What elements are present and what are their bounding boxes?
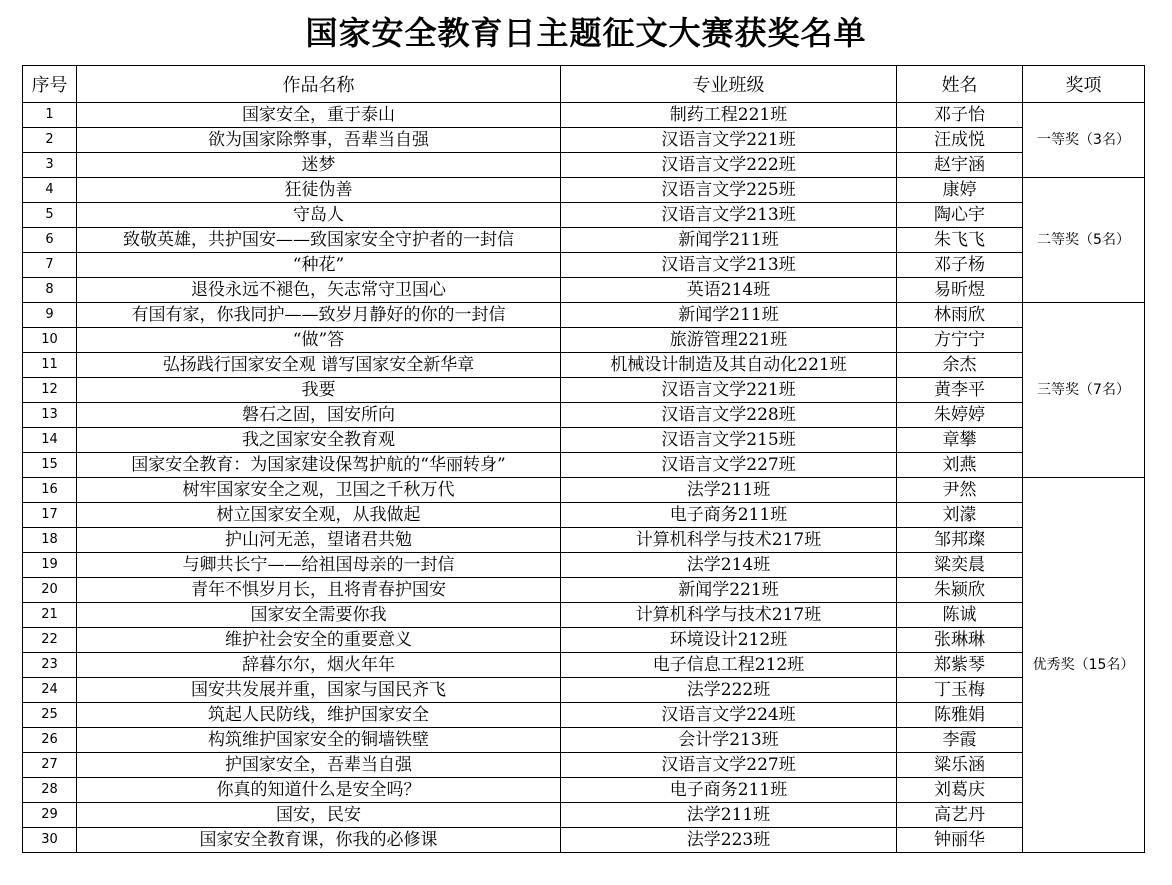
cell-work: “种花” <box>77 253 561 278</box>
cell-no: 29 <box>23 803 77 828</box>
cell-work: 国家安全需要你我 <box>77 603 561 628</box>
cell-work: 磐石之固，国安所向 <box>77 403 561 428</box>
cell-class: 汉语言文学227班 <box>561 453 897 478</box>
cell-name: 章攀 <box>897 428 1023 453</box>
cell-no: 23 <box>23 653 77 678</box>
table-row <box>23 478 1145 503</box>
table-body <box>23 103 1145 853</box>
cell-class: 汉语言文学227班 <box>561 753 897 778</box>
cell-class: 法学214班 <box>561 553 897 578</box>
cell-name: 邓子怡 <box>897 103 1023 128</box>
cell-name: 朱颍欣 <box>897 578 1023 603</box>
cell-class: 电子商务211班 <box>561 778 897 803</box>
cell-no: 4 <box>23 178 77 203</box>
cell-name: 朱婷婷 <box>897 403 1023 428</box>
cell-class: 英语214班 <box>561 278 897 303</box>
table-row <box>23 503 1145 528</box>
cell-work: 筑起人民防线，维护国家安全 <box>77 703 561 728</box>
cell-name: 高艺丹 <box>897 803 1023 828</box>
cell-name: 朱飞飞 <box>897 228 1023 253</box>
cell-name: 林雨欣 <box>897 303 1023 328</box>
table-row <box>23 653 1145 678</box>
cell-class: 汉语言文学225班 <box>561 178 897 203</box>
cell-work: 迷梦 <box>77 153 561 178</box>
cell-award: 三等奖（7名） <box>1023 303 1145 478</box>
cell-no: 8 <box>23 278 77 303</box>
cell-class: 法学222班 <box>561 678 897 703</box>
cell-name: 余杰 <box>897 353 1023 378</box>
header-row <box>23 66 1145 103</box>
table-row <box>23 378 1145 403</box>
cell-no: 28 <box>23 778 77 803</box>
cell-no: 7 <box>23 253 77 278</box>
table-row <box>23 553 1145 578</box>
cell-no: 2 <box>23 128 77 153</box>
cell-name: 康婷 <box>897 178 1023 203</box>
cell-work: 护国家安全，吾辈当自强 <box>77 753 561 778</box>
header-no: 序号 <box>23 66 77 103</box>
cell-name: 方宁宁 <box>897 328 1023 353</box>
cell-no: 9 <box>23 303 77 328</box>
cell-name: 张琳琳 <box>897 628 1023 653</box>
cell-work: 树立国家安全观，从我做起 <box>77 503 561 528</box>
cell-work: 树牢国家安全之观，卫国之千秋万代 <box>77 478 561 503</box>
table-row <box>23 778 1145 803</box>
cell-name: 刘葛庆 <box>897 778 1023 803</box>
cell-work: 青年不惧岁月长，且将青春护国安 <box>77 578 561 603</box>
table-row <box>23 128 1145 153</box>
cell-class: 新闻学211班 <box>561 303 897 328</box>
cell-work: 国家安全，重于泰山 <box>77 103 561 128</box>
table-row <box>23 153 1145 178</box>
cell-no: 3 <box>23 153 77 178</box>
cell-class: 新闻学211班 <box>561 228 897 253</box>
cell-class: 会计学213班 <box>561 728 897 753</box>
cell-no: 24 <box>23 678 77 703</box>
cell-no: 6 <box>23 228 77 253</box>
cell-name: 丁玉梅 <box>897 678 1023 703</box>
cell-class: 汉语言文学213班 <box>561 203 897 228</box>
cell-work: 国家安全教育：为国家建设保驾护航的“华丽转身” <box>77 453 561 478</box>
cell-no: 20 <box>23 578 77 603</box>
award-table <box>22 65 1145 853</box>
page-title: 国家安全教育日主题征文大赛获奖名单 <box>305 14 867 52</box>
cell-work: 致敬英雄，共护国安——致国家安全守护者的一封信 <box>77 228 561 253</box>
cell-name: 粱乐涵 <box>897 753 1023 778</box>
cell-name: 邓子杨 <box>897 253 1023 278</box>
table-row <box>23 428 1145 453</box>
cell-class: 计算机科学与技术217班 <box>561 528 897 553</box>
cell-work: 弘扬践行国家安全观 谱写国家安全新华章 <box>77 353 561 378</box>
cell-no: 16 <box>23 478 77 503</box>
cell-award: 优秀奖（15名） <box>1023 478 1145 853</box>
table-row <box>23 403 1145 428</box>
cell-work: 我之国家安全教育观 <box>77 428 561 453</box>
cell-work: 欲为国家除弊事，吾辈当自强 <box>77 128 561 153</box>
table-row <box>23 828 1145 853</box>
table-row <box>23 703 1145 728</box>
cell-class: 汉语言文学213班 <box>561 253 897 278</box>
table-row <box>23 678 1145 703</box>
table-row <box>23 578 1145 603</box>
cell-name: 汪成悦 <box>897 128 1023 153</box>
cell-work: 我要 <box>77 378 561 403</box>
cell-work: 国家安全教育课，你我的必修课 <box>77 828 561 853</box>
cell-no: 22 <box>23 628 77 653</box>
cell-work: “做”答 <box>77 328 561 353</box>
table-row <box>23 803 1145 828</box>
cell-class: 法学211班 <box>561 478 897 503</box>
cell-class: 电子信息工程212班 <box>561 653 897 678</box>
cell-no: 14 <box>23 428 77 453</box>
cell-name: 李霞 <box>897 728 1023 753</box>
cell-class: 法学223班 <box>561 828 897 853</box>
cell-work: 国安共发展并重，国家与国民齐飞 <box>77 678 561 703</box>
cell-work: 退役永远不褪色，矢志常守卫国心 <box>77 278 561 303</box>
cell-name: 刘濛 <box>897 503 1023 528</box>
cell-class: 电子商务211班 <box>561 503 897 528</box>
cell-no: 26 <box>23 728 77 753</box>
header-award: 奖项 <box>1023 66 1145 103</box>
cell-work: 构筑维护国家安全的铜墙铁壁 <box>77 728 561 753</box>
cell-no: 17 <box>23 503 77 528</box>
table-row <box>23 103 1145 128</box>
cell-name: 易昕煜 <box>897 278 1023 303</box>
cell-award: 二等奖（5名） <box>1023 178 1145 303</box>
table-row <box>23 303 1145 328</box>
cell-no: 5 <box>23 203 77 228</box>
cell-no: 13 <box>23 403 77 428</box>
cell-class: 汉语言文学221班 <box>561 378 897 403</box>
cell-work: 你真的知道什么是安全吗？ <box>77 778 561 803</box>
cell-name: 陈诚 <box>897 603 1023 628</box>
cell-class: 机械设计制造及其自动化221班 <box>561 353 897 378</box>
cell-name: 钟丽华 <box>897 828 1023 853</box>
cell-no: 1 <box>23 103 77 128</box>
table-row <box>23 453 1145 478</box>
cell-class: 汉语言文学224班 <box>561 703 897 728</box>
cell-work: 辞暮尔尔，烟火年年 <box>77 653 561 678</box>
table-row <box>23 603 1145 628</box>
cell-class: 旅游管理221班 <box>561 328 897 353</box>
table-row <box>23 203 1145 228</box>
table-row <box>23 328 1145 353</box>
cell-class: 汉语言文学215班 <box>561 428 897 453</box>
cell-no: 19 <box>23 553 77 578</box>
cell-no: 18 <box>23 528 77 553</box>
cell-no: 10 <box>23 328 77 353</box>
table-row <box>23 528 1145 553</box>
cell-class: 制药工程221班 <box>561 103 897 128</box>
cell-class: 环境设计212班 <box>561 628 897 653</box>
cell-name: 刘燕 <box>897 453 1023 478</box>
header-name: 姓名 <box>897 66 1023 103</box>
cell-no: 12 <box>23 378 77 403</box>
cell-name: 赵宇涵 <box>897 153 1023 178</box>
cell-name: 陶心宇 <box>897 203 1023 228</box>
header-class: 专业班级 <box>561 66 897 103</box>
table-row <box>23 728 1145 753</box>
cell-no: 25 <box>23 703 77 728</box>
cell-work: 护山河无恙，望诸君共勉 <box>77 528 561 553</box>
table-row <box>23 753 1145 778</box>
cell-class: 汉语言文学228班 <box>561 403 897 428</box>
cell-name: 陈雅娟 <box>897 703 1023 728</box>
table-row <box>23 628 1145 653</box>
header-work: 作品名称 <box>77 66 561 103</box>
cell-work: 与卿共长宁——给祖国母亲的一封信 <box>77 553 561 578</box>
cell-name: 黄李平 <box>897 378 1023 403</box>
cell-work: 狂徒伪善 <box>77 178 561 203</box>
cell-work: 国安，民安 <box>77 803 561 828</box>
cell-no: 30 <box>23 828 77 853</box>
cell-no: 11 <box>23 353 77 378</box>
cell-name: 尹然 <box>897 478 1023 503</box>
cell-name: 郑紫琴 <box>897 653 1023 678</box>
cell-work: 守岛人 <box>77 203 561 228</box>
cell-class: 法学211班 <box>561 803 897 828</box>
cell-work: 维护社会安全的重要意义 <box>77 628 561 653</box>
cell-no: 27 <box>23 753 77 778</box>
cell-class: 汉语言文学222班 <box>561 153 897 178</box>
cell-class: 新闻学221班 <box>561 578 897 603</box>
cell-work: 有国有家，你我同护——致岁月静好的你的一封信 <box>77 303 561 328</box>
table-row <box>23 353 1145 378</box>
cell-name: 粱奕晨 <box>897 553 1023 578</box>
cell-name: 邹邦璨 <box>897 528 1023 553</box>
cell-award: 一等奖（3名） <box>1023 103 1145 178</box>
cell-no: 15 <box>23 453 77 478</box>
table-row <box>23 278 1145 303</box>
cell-class: 计算机科学与技术217班 <box>561 603 897 628</box>
table-row <box>23 253 1145 278</box>
table-row <box>23 228 1145 253</box>
table-row <box>23 178 1145 203</box>
cell-no: 21 <box>23 603 77 628</box>
cell-class: 汉语言文学221班 <box>561 128 897 153</box>
